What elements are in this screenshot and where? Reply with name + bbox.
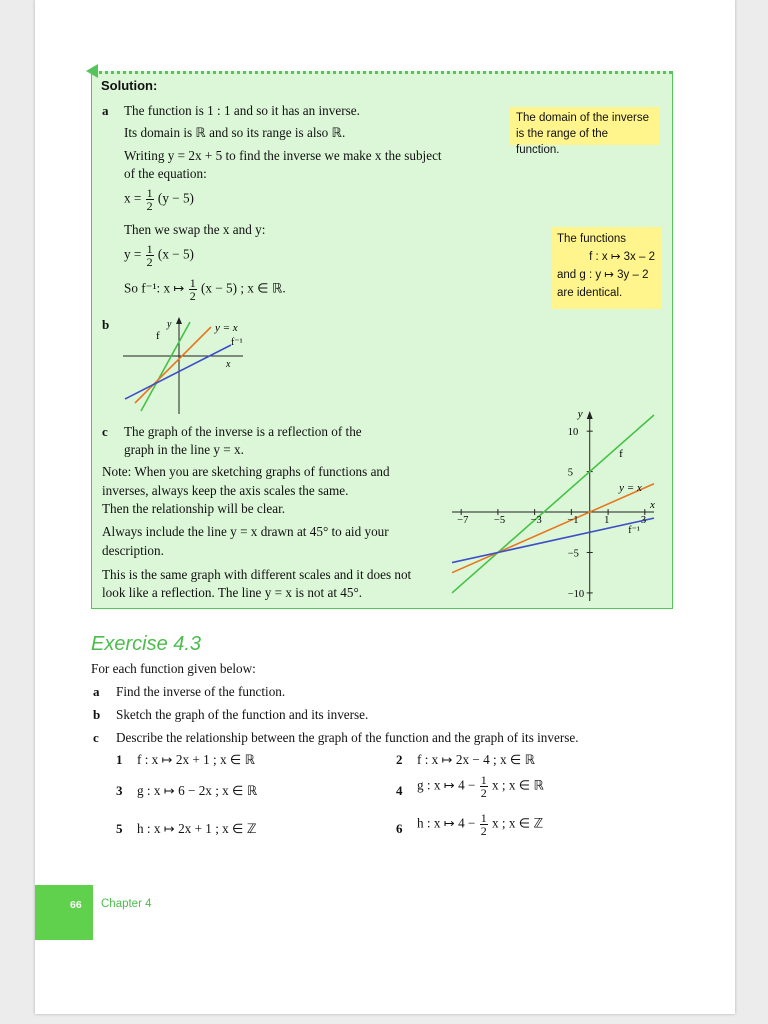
equation-3-rhs: (x − 5) ; x ∈ ℝ. — [201, 280, 286, 296]
part-c-line2: graph in the line y = x. — [124, 442, 244, 457]
callout-identical-functions — [551, 227, 661, 309]
equation-2-lhs: y = — [124, 246, 142, 262]
callout-domain-range-line1: The domain of the inverse — [516, 112, 649, 124]
function-inverse-chart — [446, 407, 668, 607]
sketch-label-f-inverse: f⁻¹ — [231, 337, 243, 348]
part-a-line5: Then we swap the x and y: — [124, 222, 266, 237]
part-a-line1: The function is 1 : 1 and so it has an inverse. — [124, 103, 360, 118]
fraction-numerator: 1 — [480, 811, 487, 825]
note-line6: This is the same graph with different scales and it does not — [102, 567, 412, 582]
question-4 — [417, 774, 544, 799]
chart-series-line — [452, 415, 654, 593]
note-line2: inverses, always keep the axis scales the same. — [102, 483, 349, 498]
equation-2-fraction — [146, 243, 154, 268]
chart-series-label-f: f — [619, 448, 623, 461]
chart-lines-group — [452, 415, 654, 593]
part-c-line1: The graph of the inverse is a reflection of the — [124, 424, 362, 439]
chart-y-axis-label: y — [577, 408, 583, 420]
chart-x-axis-label: x — [650, 499, 655, 512]
solution-top-border — [92, 71, 672, 74]
question-3: g : x ↦ 6 − 2x ; x ∈ ℝ — [137, 783, 258, 798]
fraction-denominator: 2 — [146, 255, 153, 269]
sketch-y-arrow-icon — [176, 317, 182, 324]
note-line7: look like a reflection. The line y = x is not at 45°. — [102, 585, 363, 600]
solution-arrow-icon — [86, 64, 98, 78]
question-4-fraction — [480, 774, 488, 799]
question-number: 4 — [396, 783, 403, 798]
exercise-title: Exercise 4.3 — [91, 633, 202, 655]
chart-y-arrow-icon — [587, 411, 593, 419]
chart-series-line — [452, 518, 654, 562]
chart-x-tick-label: 1 — [604, 515, 610, 527]
fraction-denominator: 2 — [480, 786, 487, 800]
fraction-denominator: 2 — [146, 199, 153, 213]
part-a-line2: Its domain is ℝ and so its range is also ℝ. — [124, 125, 346, 140]
fraction-numerator: 1 — [189, 276, 196, 290]
chart-y-tick-label: 5 — [567, 467, 573, 479]
part-a-line3: Writing y = 2x + 5 to find the inverse we make x the subject — [124, 148, 442, 163]
chart-x-tick-label: −7 — [457, 515, 469, 527]
question-6-pre: h : x ↦ 4 − — [417, 815, 476, 831]
exercise-item-text: Describe the relationship between the graph of the function and the graph of its inverse. — [116, 730, 579, 745]
question-5: h : x ↦ 2x + 1 ; x ∈ ℤ — [137, 821, 257, 836]
question-number: 5 — [116, 821, 123, 836]
part-a-label: a — [102, 103, 109, 118]
chart-x-tick-label: 3 — [640, 515, 647, 527]
callout-domain-range-line2: is the range of the function. — [516, 128, 609, 156]
equation-1 — [124, 187, 194, 212]
equation-2 — [124, 243, 194, 268]
question-number: 3 — [116, 783, 123, 798]
chart-y-tick-label: −10 — [567, 588, 585, 600]
question-6-fraction — [480, 812, 488, 837]
sketch-line-y-equals-x — [135, 327, 211, 403]
chart-y-tick-label: 10 — [567, 427, 579, 439]
fraction-numerator: 1 — [146, 242, 153, 256]
sketch-label-f: f — [156, 330, 160, 342]
chart-series-line — [452, 484, 654, 573]
sketch-label-x: x — [226, 359, 231, 370]
callout-domain-range — [510, 107, 660, 156]
page-number: 66 — [70, 899, 82, 911]
equation-2-rhs: (x − 5) — [157, 246, 194, 262]
note-line4: Always include the line y = x drawn at 45° to aid your — [102, 524, 389, 539]
solution-heading: Solution: — [101, 78, 158, 93]
chart-x-tick-label: −3 — [530, 515, 542, 527]
note-line3: Then the relationship will be clear. — [102, 501, 286, 516]
exercise-item-label: b — [93, 707, 101, 722]
part-a-line4: of the equation: — [124, 166, 207, 181]
equation-1-rhs: (y − 5) — [157, 190, 194, 206]
equation-3-lhs: So f⁻¹: x ↦ — [124, 280, 185, 296]
sketch-label-y: y — [167, 319, 172, 330]
question-4-post: x ; x ∈ ℝ — [492, 777, 544, 793]
solution-box — [91, 71, 673, 609]
sketch-line-f-inverse — [125, 345, 231, 399]
fraction-denominator: 2 — [189, 289, 196, 303]
note-line1: Note: When you are sketching graphs of functions and — [102, 464, 390, 479]
question-2: f : x ↦ 2x − 4 ; x ∈ ℝ — [417, 752, 536, 767]
part-c-label: c — [102, 424, 108, 439]
question-1: f : x ↦ 2x + 1 ; x ∈ ℝ — [137, 752, 256, 767]
chapter-label: Chapter 4 — [101, 898, 152, 910]
exercise-item-text: Sketch the graph of the function and its inverse. — [116, 707, 369, 722]
note-line5: description. — [102, 543, 164, 558]
question-number: 2 — [396, 752, 403, 767]
equation-1-fraction — [146, 187, 154, 212]
equation-1-lhs: x = — [124, 190, 142, 206]
callout-identical-line3: and g : y ↦ 3y – 2 — [557, 269, 649, 281]
footer-page-tab — [35, 885, 93, 940]
equation-3-fraction — [189, 277, 197, 302]
callout-identical-line1: The functions — [557, 233, 627, 245]
callout-identical-line2: f : x ↦ 3x – 2 — [589, 251, 655, 263]
exercise-item-text: Find the inverse of the function. — [116, 684, 286, 699]
chart-axes-group — [452, 411, 654, 601]
fraction-denominator: 2 — [480, 824, 487, 838]
fraction-numerator: 1 — [146, 186, 153, 200]
sketch-graph — [121, 317, 256, 417]
chart-y-tick-label: −5 — [567, 548, 579, 560]
exercise-item-label: c — [93, 730, 99, 745]
question-4-pre: g : x ↦ 4 − — [417, 777, 476, 793]
chart-series-label-y-equals-x: y = x — [619, 482, 642, 495]
callout-identical-line4: are identical. — [557, 287, 623, 299]
equation-3 — [124, 277, 286, 302]
sketch-label-y-equals-x: y = x — [215, 322, 238, 334]
question-6-post: x ; x ∈ ℤ — [492, 815, 544, 831]
sketch-line-f — [141, 322, 190, 411]
fraction-numerator: 1 — [480, 773, 487, 787]
question-number: 1 — [116, 752, 123, 767]
chart-x-tick-label: −1 — [567, 515, 579, 527]
chart-labels-group — [457, 408, 655, 600]
question-number: 6 — [396, 821, 403, 836]
question-6 — [417, 812, 543, 837]
chart-series-label-f-inverse: f⁻¹ — [628, 525, 640, 537]
exercise-intro: For each function given below: — [91, 661, 256, 676]
part-b-label: b — [102, 317, 110, 332]
exercise-item-label: a — [93, 684, 100, 699]
chart-x-tick-label: −5 — [493, 515, 506, 527]
